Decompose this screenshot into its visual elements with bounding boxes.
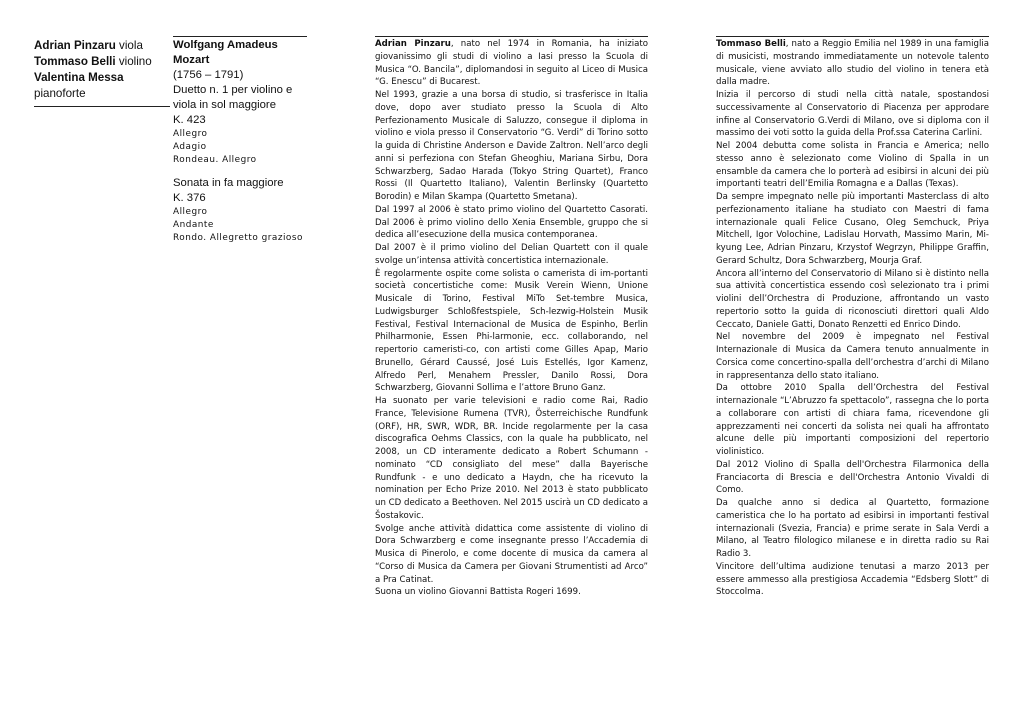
bio-paragraph: Dal 1997 al 2006 è stato primo violino del Quartetto Casorati. Dal 2006 è primo violino dello Xenia Ensemble, gruppo che si dedica all’esecuzione della musica contemporanea. xyxy=(375,204,648,241)
composer-surname: Mozart xyxy=(173,54,210,66)
bio-paragraph: Nel novembre del 2009 è impegnato nel Festival Internazionale di Musica da Camera tenuto annualmente in Corsica come concertino-spalla dell’orchestra d’archi di Milano in rappresentanza dello stato italiano. xyxy=(716,332,989,381)
composer-name: Wolfgang Amadeus xyxy=(173,39,278,51)
bio-paragraph: È regolarmente ospite come solista o camerista di im-portanti società concertistiche come: Musik Verein Wienn, Unione Musicale di Torino, Festival MiTo Set-tembre Musica, Ludwigsburger Schloßfestspiele, Sch-lezwig-Holstein Musik Festival, Festival Internacional de Musica de Espinho, Berlin Philharmonie, Essen Phi-larmonie, ecc. collaborando, nel repertorio cameristi-co, con artisti come Gilles Apap, Mario Brunello, Gérard Caussé, José Luis Estellés, Igor Kamenz, Alfredo Perl, Menahem Pressler, Danilo Rossi, Dora Schwarzberg, Giovanni Sollima e l’attore Bruno Ganz. xyxy=(375,268,648,394)
performer-line: Adrian Pinzaru viola xyxy=(34,39,143,52)
work-title: Duetto n. 1 per violino e xyxy=(173,84,293,96)
program-block xyxy=(173,36,307,245)
work-catalog: K. 376 xyxy=(173,192,206,204)
bio-paragraph: Ancora all’interno del Conservatorio di Milano si è distinto nella sua attività concertistica essendo così selezionato tra i primi violini dell’Orchestra di Produzione, affrontando un vasto repertorio sotto la guida di riconosciuti direttori quali Aldo Ceccato, Daniele Gatti, Donato Renzetti ed Enrico Dindo. xyxy=(716,268,989,330)
movement: Allegro xyxy=(173,129,208,139)
performers-block xyxy=(34,38,170,107)
bio-paragraph: Dal 2007 è il primo violino del Delian Quartett con il quale svolge un’intensa attività concertistica internazionale. xyxy=(375,243,648,266)
bio-paragraph: Svolge anche attività didattica come assistente di violino di Dora Schwarzberg e come insegnante presso l’Accademia di Musica di Pinerolo, e come docente di musica da camera al “Corso di Musica da Camera per Giovani Strumentisti ad Arco” a Pra Catinat. xyxy=(375,523,648,585)
bio-paragraph: Vincitore dell’ultima audizione tenutasi a marzo 2013 per essere ammesso alla prestigiosa Accademia “Edsberg Slott” di Stoccolma. xyxy=(716,561,989,598)
movement: Allegro xyxy=(173,207,208,217)
performer-line: Tommaso Belli violino xyxy=(34,55,152,68)
work-title: viola in sol maggiore xyxy=(173,99,276,111)
bio-paragraph: Da sempre impegnato nelle più importanti Masterclass di alto perfezionamento italiane ha studiato con Maestri di fama internazionale quali Felice Cusano, Oleg Semchuck, Priya Mitchell, Igor Volochine, Ladislau Horvath, Massimo Marin, Mi-kyung Lee, Adrian Pinzaru, Krzystof Wegrzyn, Philippe Graffin, Gerard Schultz, Dora Schwarzberg, Mourja Graf. xyxy=(716,192,989,266)
performer-line: Valentina Messa xyxy=(34,71,124,84)
bio-paragraph: Nel 1993, grazie a una borsa di studio, si trasferisce in Italia dove, dopo aver studiato presso la Scuola di Alto Perfezionamento Musicale di Saluzzo, consegue il diploma in violino e viola presso il Conservatorio “G. Verdi” di Torino sotto la guida di Christine Anderson e Davide Zaltron. Nell’arco degli anni si perfeziona con Stefan Gheoghiu, Mariana Sirbu, Dora Schwarzberg, Sadao Harada (Tokyo String Quartet), Franco Rossi (Il Quartetto Italiano), Valentin Berlinsky (Quartetto Borodin) e Milan Skampa (Quartetto Smetana). xyxy=(375,90,648,202)
movement: Rondo. Allegretto grazioso xyxy=(173,233,303,243)
bio-paragraph: Tommaso Belli, nato a Reggio Emilia nel 1989 in una famiglia di musicisti, mostrando immediatamente un notevole talento musicale, viene avviato allo studio del violino in tenera età dalla madre. xyxy=(716,39,989,88)
movement: Adagio xyxy=(173,142,207,152)
composer-dates: (1756 – 1791) xyxy=(173,69,244,81)
work-catalog: K. 423 xyxy=(173,114,206,126)
bio-belli xyxy=(716,36,989,599)
bio-pinzaru xyxy=(375,36,648,599)
performer-line: pianoforte xyxy=(34,87,86,100)
movement: Rondeau. Allegro xyxy=(173,155,257,165)
bio-paragraph: Inizia il percorso di studi nella città natale, spostandosi successivamente al Conservatorio di Piacenza per approdare infine al Conservatorio G.Verdi di Milano, ove si diploma con il massimo dei voti sotto la guida della Prof.ssa Caterina Carlini. xyxy=(716,90,989,139)
bio-paragraph: Ha suonato per varie televisioni e radio come Rai, Radio France, Televisione Rumena (TVR), Österreichische Rundfunk (ORF), HR, SWR, WDR, BR. Incide regolarmente per la casa discografica Oehms Classics, con la quale ha pubblicato, nel 2008, un CD interamente dedicato a Robert Schumann - nominato “CD consigliato del mese” dalla Bayerische Rundfunk - e uno dedicato a Haydn, che ha ricevuto la nomination per Echo Prize 2010. Nel 2013 è stato pubblicato un CD dedicato a Beethoven. Nel 2015 uscirà un CD dedicato a Šostakovic. xyxy=(375,396,648,521)
bio-paragraph: Da qualche anno si dedica al Quartetto, formazione cameristica che lo ha portato ad esibirsi in importanti festival internazionali (Svezia, Francia) e prime serate in Sala Verdi a Milano, al Teatro filologico milanese e in diretta radio su Rai Radio 3. xyxy=(716,498,989,559)
bio-name: Tommaso Belli xyxy=(716,39,786,49)
divider xyxy=(34,106,170,107)
bio-paragraph: Da ottobre 2010 Spalla dell’Orchestra del Festival internazionale “L’Abruzzo fa spettacolo”, rassegna che lo porta a collaborare con artisti di chiara fama, ricevendone gli apprezzamenti nei concerti da solista nei quali ha affrontato alcune delle più importanti composizioni del repertorio violinistico. xyxy=(716,383,989,457)
bio-paragraph: Adrian Pinzaru, nato nel 1974 in Romania, ha iniziato giovanissimo gli studi di violino a Iasi presso la Scuola di Musica “O. Bancila”, diplomandosi in seguito al Liceo di Musica “G. Enescu” di Bucarest. xyxy=(375,39,648,88)
bio-paragraph: Suona un violino Giovanni Battista Rogeri 1699. xyxy=(375,587,581,598)
bio-paragraph: Dal 2012 Violino di Spalla dell'Orchestra Filarmonica della Franciacorta di Brescia e dell'Orchestra Antonio Vivaldi di Como. xyxy=(716,459,989,496)
work-title: Sonata in fa maggiore xyxy=(173,177,284,189)
bio-name: Adrian Pinzaru xyxy=(375,39,451,49)
movement: Andante xyxy=(173,220,214,230)
bio-paragraph: Nel 2004 debutta come solista in Francia e America; nello stesso anno è selezionato come Violino di Spalla in un ensamble da camera che lo porterà ad esibirsi in alcuni dei più importanti teatri dell’Emilia Romagna e a Dallas (Texas). xyxy=(716,141,989,190)
